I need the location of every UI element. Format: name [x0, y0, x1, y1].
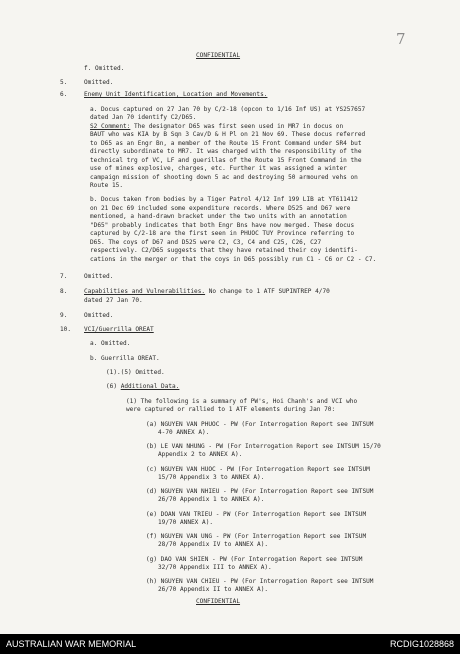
para-6-heading: Enemy Unit Identification, Location and Movements.	[84, 91, 268, 98]
para-5-text: Omitted.	[84, 79, 114, 86]
s2-comment-line	[90, 123, 343, 131]
s2-comment-label: S2 Comment:	[90, 123, 131, 130]
para-10-number: 10.	[60, 326, 72, 333]
para-6a-line: BAUT who was KIA by B Sqn 3 Cav/D & H Pl on 21 Nov 69. These docus referred	[90, 131, 366, 138]
archive-institution: AUSTRALIAN WAR MEMORIAL	[6, 639, 137, 649]
prisoner-entry: (b) LE VAN NHUNG - PW (For Interrogation Report see INTSUM 15/70	[146, 443, 381, 450]
para-6b-line: cations in the merger or that the coys in D65 possibly run C1 - C6 or C2 - C7.	[90, 256, 377, 263]
archive-footer-bar	[0, 634, 460, 654]
prisoner-entry-cont: 19/70 ANNEX A).	[158, 519, 214, 526]
classification-footer: CONFIDENTIAL	[196, 598, 241, 605]
para-8-line: dated 27 Jan 70.	[84, 297, 143, 304]
para-6b-line: respectively. C2/D65 suggests that they have retained their coy identifi-	[90, 247, 358, 254]
prisoner-entry: (f) NGUYEN VAN UNG - PW (For Interrogation Report see INTSUM	[146, 533, 367, 540]
prisoner-entry: (e) DOAN VAN TRIEU - PW (For Interrogation Report see INTSUM	[146, 511, 367, 518]
para-6a-line: Route 15.	[90, 182, 124, 189]
prisoner-entry: (g) DAO VAN SHIEN - PW (For Interrogation Report see INTSUM	[146, 556, 363, 563]
page-number-mark: 7	[396, 30, 406, 48]
para-6b-line: captured by C/2-18 are the first seen in PHUOC TUY Province referring to	[90, 230, 355, 237]
para-8-number: 8.	[60, 288, 68, 295]
subpara-1-5: (1).(5) Omitted.	[106, 369, 165, 376]
para-6a-line: dated Jan 70 identify C2/D65.	[90, 114, 197, 121]
prisoner-entry: (h) NGUYEN VAN CHIEU - PW (For Interrogation Report see INTSUM	[146, 578, 374, 585]
subpara-6-number: (6)	[106, 383, 121, 390]
archive-reference: RCDIG1028868	[389, 639, 454, 649]
para-6b-line: b. Docus taken from bodies by a Tiger Patrol 4/12 Inf 199 LIB at YT611412	[90, 196, 358, 203]
para-8-text: No change to 1 ATF SUPINTREP 4/70	[205, 288, 330, 295]
subpara-6-line	[106, 383, 179, 391]
prisoner-entry-cont: 26/70 Appendix 1 to ANNEX A).	[158, 496, 265, 503]
classification-header: CONFIDENTIAL	[196, 52, 241, 59]
para-6a-line: technical trg of VC, LF and guerillas of the Route 15 Front Command in the	[90, 157, 362, 164]
para-6b-line: D65. The coys of D67 and D525 were C2, C3, C4 and C25, C26, C27	[90, 239, 322, 246]
para-9-text: Omitted.	[84, 312, 114, 319]
prisoner-entry-cont: 28/70 Appendix IV to ANNEX A).	[158, 541, 269, 548]
para-6b-line: mentioned, a hand-drawn bracket under the two units with an annotation	[90, 213, 347, 220]
para-8-line	[84, 288, 330, 296]
prisoner-entry-cont: Appendix 2 to ANNEX A).	[158, 451, 243, 458]
para-6a-line: a. Docus captured on 27 Jan 70 by C/2-18 (opcon to 1/16 Inf US) at YS257657	[90, 106, 366, 113]
para-10a: a. Omitted.	[90, 340, 131, 347]
prisoner-entry: (d) NGUYEN VAN NHIEU - PW (For Interrogation Report see INTSUM	[146, 488, 374, 495]
prisoner-entry-cont: 15/70 Appendix 3 to ANNEX A).	[158, 474, 265, 481]
summary-line: (1) The following is a summary of PW's, Hoi Chanh's and VCI who	[126, 398, 358, 405]
para-6b-line: "D65" probably indicates that both Engr Bns have now merged. These docus	[90, 222, 355, 229]
para-6a-line: use of mines explosive, charges, etc. Further it was assigned a winter	[90, 165, 347, 172]
subpara-6-heading: Additional Data.	[120, 383, 180, 390]
s2-comment-text: The designator D65 was first seen used in MR7 in docus on	[130, 123, 344, 130]
para-6a-line: directly subordinate to MR7. It was charged with the responsibility of the	[90, 148, 362, 155]
prisoner-entry-cont: 26/70 Appendix II to ANNEX A).	[158, 586, 269, 593]
para-6b-line: on 21 Dec 69 included some expenditure records. Where D525 and D67 were	[90, 205, 351, 212]
para-9-number: 9.	[60, 312, 68, 319]
para-7-number: 7.	[60, 273, 68, 280]
prisoner-entry: (a) NGUYEN VAN PHUOC - PW (For Interrogation Report see INTSUM	[146, 421, 374, 428]
prisoner-entry-cont: 4-70 ANNEX A).	[158, 429, 210, 436]
prisoner-entry-cont: 32/70 Appendix III to ANNEX A).	[158, 564, 272, 571]
para-5-number: 5.	[60, 79, 68, 86]
para-10-heading: VCI/Guerrilla OREAT	[84, 326, 154, 333]
para-6-number: 6.	[60, 91, 68, 98]
para-7-text: Omitted.	[84, 273, 114, 280]
prisoner-entry: (c) NGUYEN VAN HUOC - PW (For Interrogation Report see INTSUM	[146, 466, 370, 473]
item-f: f. Omitted.	[84, 65, 125, 72]
para-10b: b. Guerrilla OREAT.	[90, 355, 160, 362]
para-8-heading: Capabilities and Vulnerabilities.	[84, 288, 206, 295]
para-6a-line: to D65 as an Engr Bn, a member of the Route 15 Front Command under SR4 but	[90, 140, 362, 147]
summary-line: were captured or rallied to 1 ATF elements during Jan 70:	[126, 406, 336, 413]
para-6a-line: campaign mission of shooting down 5 ac and destroying 50 armoured vehs on	[90, 174, 358, 181]
